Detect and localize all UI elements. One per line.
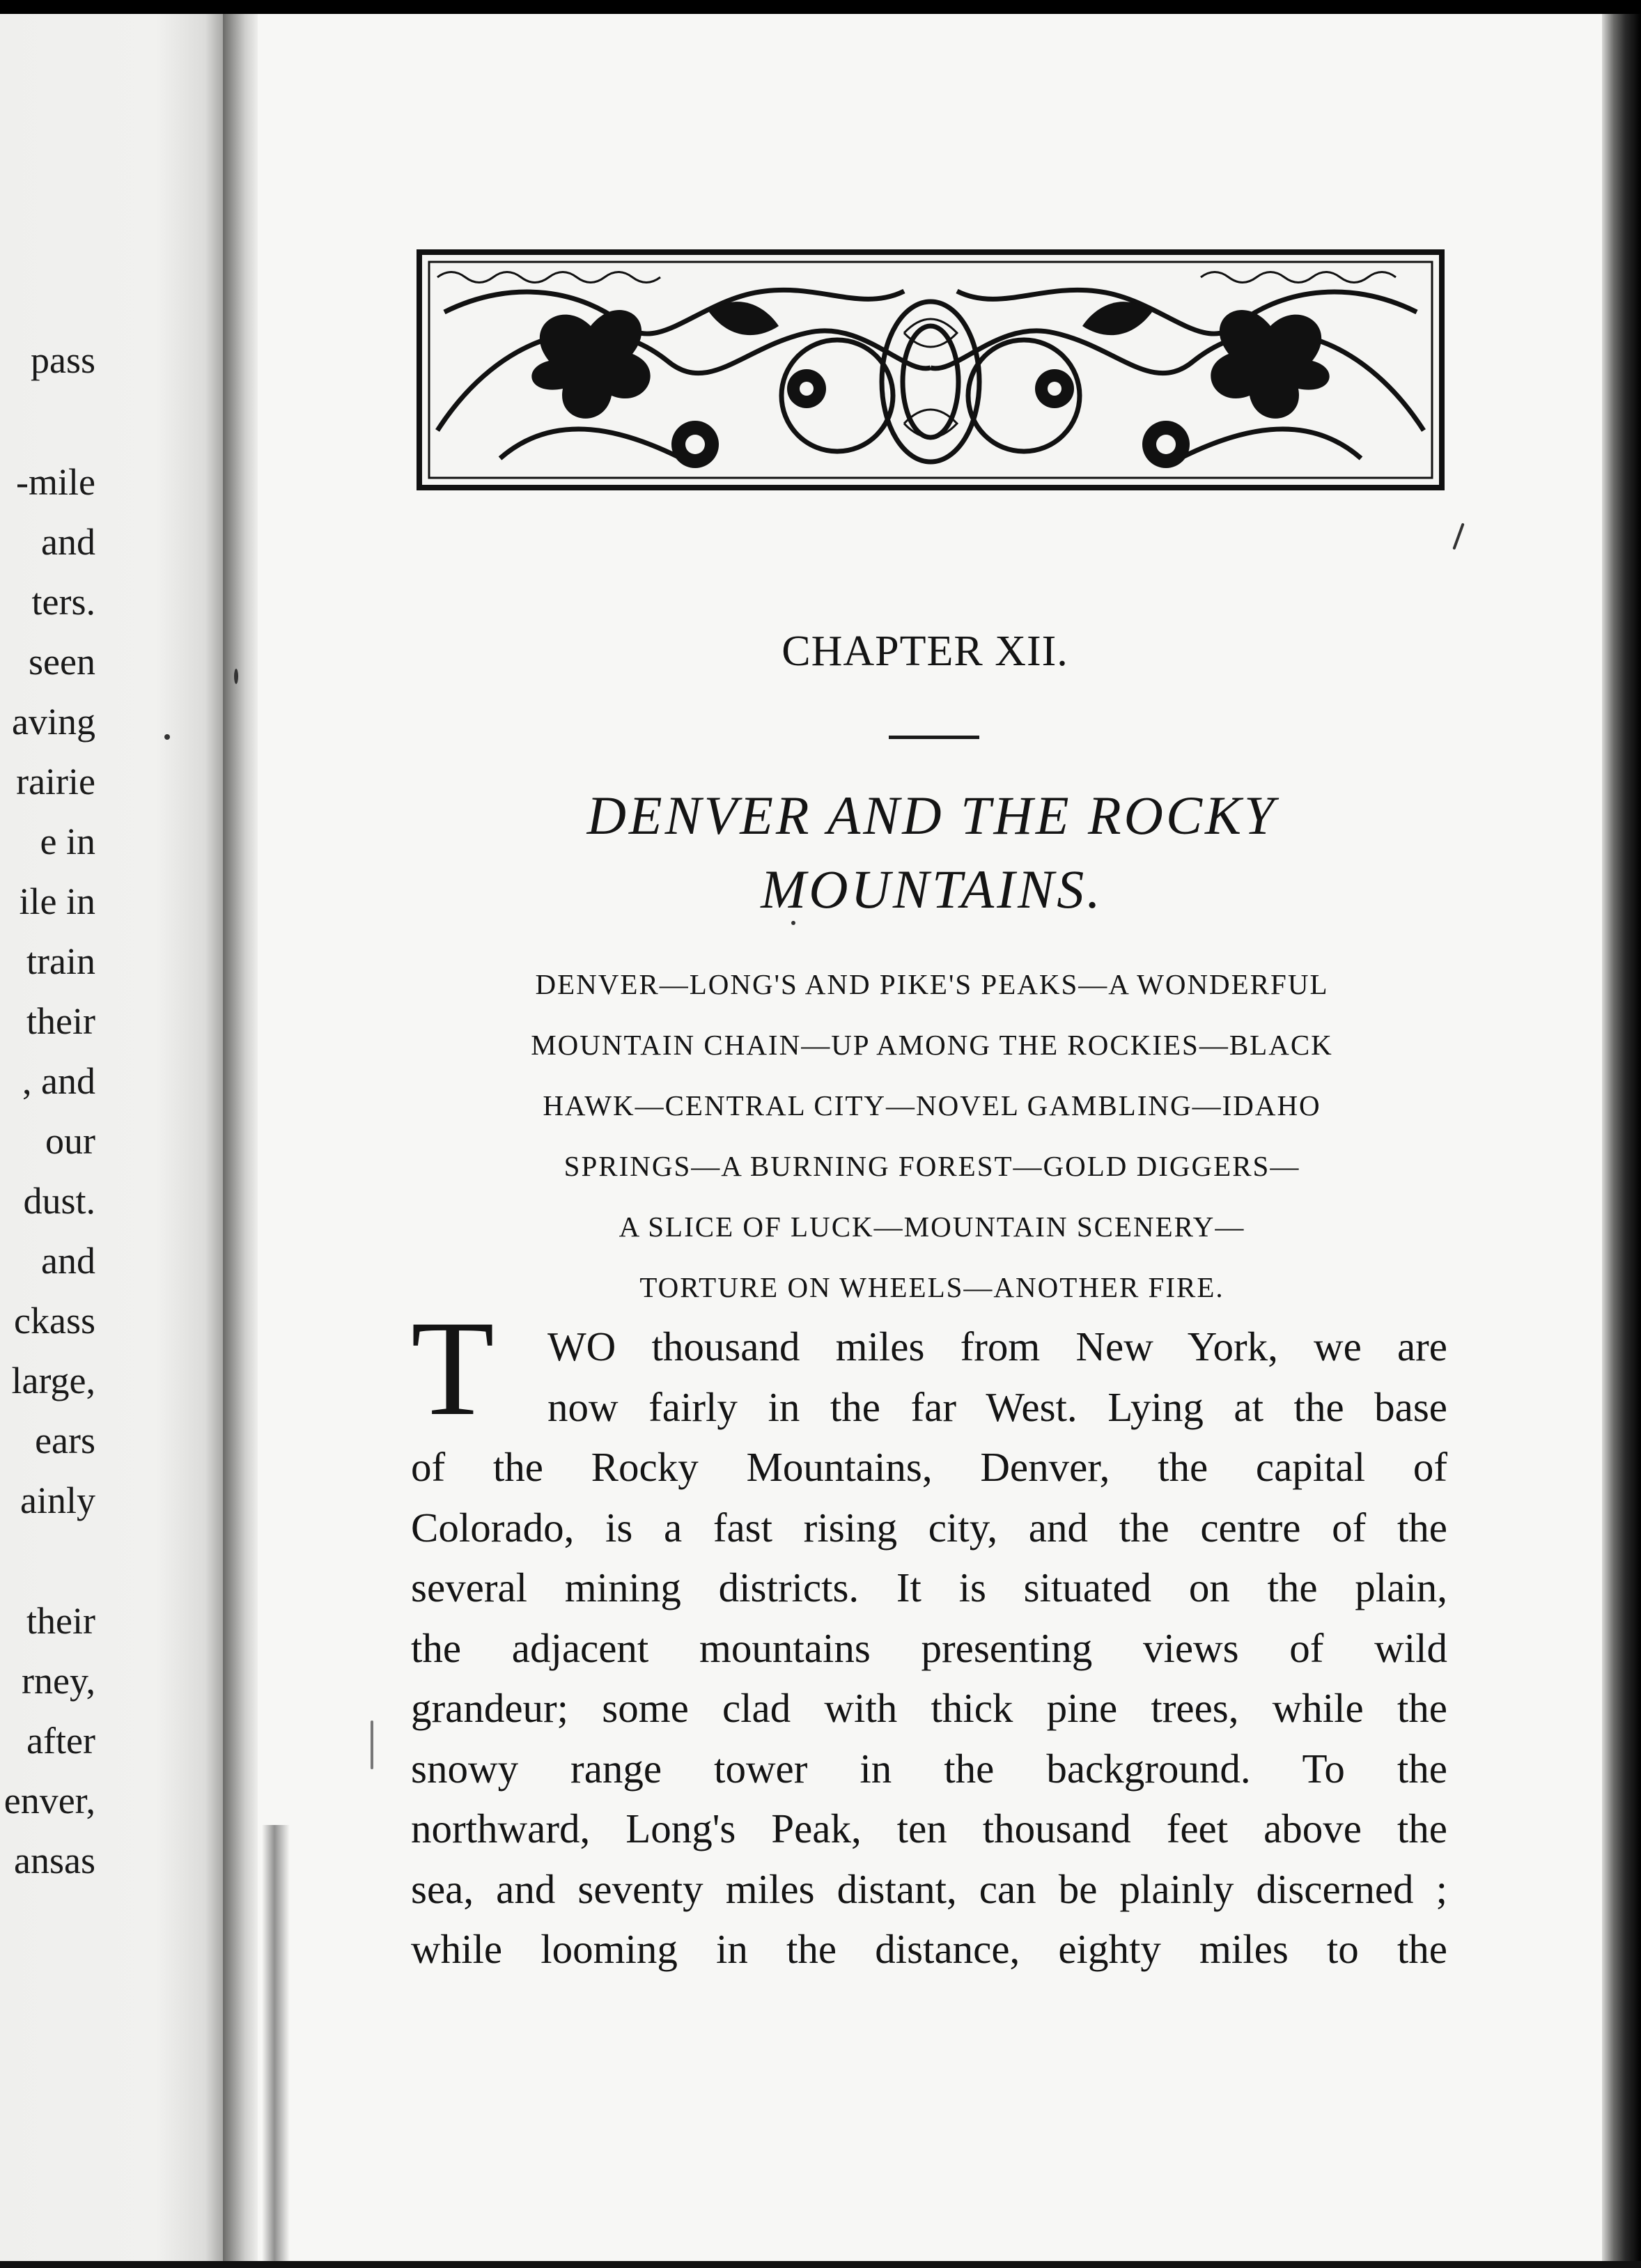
summary-line: HAWK—CENTRAL CITY—NOVEL GAMBLING—IDAHO xyxy=(543,1089,1321,1121)
facing-page-line: rairie xyxy=(16,761,95,802)
page-edge-shadow xyxy=(1602,14,1641,2268)
scan-speck xyxy=(234,669,238,684)
body-line: several mining districts. It is situated on the plain, xyxy=(411,1564,1447,1610)
body-line: northward, Long's Peak, ten thousand feet above the xyxy=(411,1805,1447,1851)
facing-page-line: and xyxy=(41,1240,95,1282)
chapter-title xyxy=(418,779,1446,926)
chapter-number: CHAPTER XII. xyxy=(781,628,1068,675)
scan-bottom-border xyxy=(0,2261,1641,2268)
body-line: Colorado, is a fast rising city, and the centre of the xyxy=(411,1504,1447,1551)
facing-page-line: and xyxy=(41,521,95,563)
summary-line: SPRINGS—A BURNING FOREST—GOLD DIGGERS— xyxy=(563,1150,1300,1182)
gutter-shadow xyxy=(262,1825,290,2268)
summary-line: DENVER—LONG'S AND PIKE'S PEAKS—A WONDERFUL xyxy=(535,968,1329,1000)
facing-page-line: dust. xyxy=(23,1180,95,1222)
facing-page-line: e in xyxy=(40,821,95,862)
body-line: the adjacent mountains presenting views of wild xyxy=(411,1624,1447,1671)
chapter-summary xyxy=(411,954,1453,1318)
facing-page-line: after xyxy=(26,1720,95,1762)
facing-page-line: their xyxy=(26,1600,95,1642)
chapter-title-line: MOUNTAINS. xyxy=(761,859,1103,919)
summary-line: A SLICE OF LUCK—MOUNTAIN SCENERY— xyxy=(619,1211,1245,1243)
title-divider-rule xyxy=(889,736,979,739)
book-gutter xyxy=(223,14,258,2268)
drop-cap: T xyxy=(411,1293,495,1444)
body-line: of the Rocky Mountains, Denver, the capital of xyxy=(411,1444,1447,1490)
facing-page-line: pass xyxy=(31,339,95,381)
facing-page-line: ckass xyxy=(14,1300,95,1342)
scan-speck xyxy=(164,734,170,740)
body-paragraph xyxy=(411,1293,1447,1980)
body-line: while looming in the distance, eighty miles to the xyxy=(411,1926,1447,1972)
facing-page-line: ears xyxy=(35,1420,95,1461)
body-line: sea, and seventy miles distant, can be plainly discerned ; xyxy=(411,1865,1447,1912)
facing-page-line: ainly xyxy=(20,1479,95,1521)
facing-page-line: our xyxy=(45,1120,95,1162)
facing-page-line: enver, xyxy=(3,1780,95,1822)
facing-page-line: , and xyxy=(22,1060,95,1102)
summary-line: MOUNTAIN CHAIN—UP AMONG THE ROCKIES—BLACK xyxy=(531,1029,1333,1061)
facing-page-line: train xyxy=(26,940,95,982)
body-line: WO thousand miles from New York, we are xyxy=(547,1323,1447,1369)
chapter-title-line: DENVER AND THE ROCKY xyxy=(586,785,1277,846)
scan-speck xyxy=(791,921,795,925)
facing-page-line: aving xyxy=(12,701,95,743)
facing-page-line: -mile xyxy=(16,461,95,503)
body-line: snowy range tower in the background. To the xyxy=(411,1745,1447,1792)
facing-page-line: their xyxy=(26,1000,95,1042)
facing-page xyxy=(0,14,223,2268)
body-line: now fairly in the far West. Lying at the base xyxy=(547,1383,1447,1430)
scanned-book-spread xyxy=(0,14,1641,2268)
facing-page-line: ile in xyxy=(19,880,95,922)
facing-page-line: large, xyxy=(11,1360,95,1401)
body-line: grandeur; some clad with thick pine trees, while the xyxy=(411,1685,1447,1731)
summary-line: TORTURE ON WHEELS—ANOTHER FIRE. xyxy=(639,1271,1224,1303)
facing-page-line: ansas xyxy=(14,1840,95,1881)
scan-speck xyxy=(371,1721,373,1769)
facing-page-line: rney, xyxy=(22,1660,95,1702)
facing-page-line: ters. xyxy=(31,581,95,623)
facing-page-line: seen xyxy=(29,641,95,683)
floral-headpiece-ornament xyxy=(417,249,1445,490)
